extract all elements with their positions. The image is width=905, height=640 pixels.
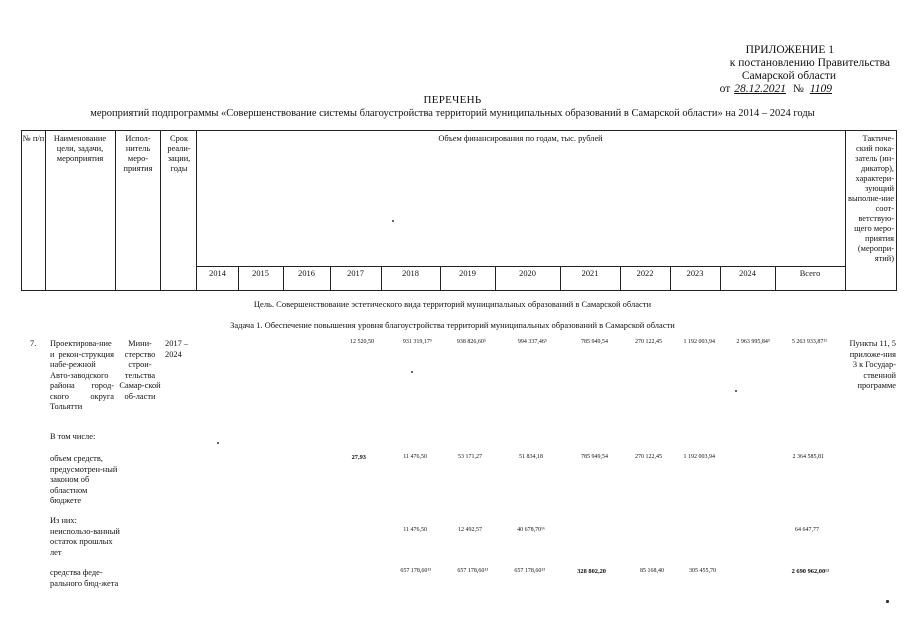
appendix-region: Самарской области — [741, 70, 836, 82]
federal-label: средства феде-рального бюд-жета — [50, 568, 119, 588]
divider — [196, 266, 845, 267]
header-num: № п/п — [22, 134, 45, 143]
year-2016: 2016 — [298, 269, 315, 278]
value-2024: 2 963 995,84⁵ — [736, 339, 770, 345]
year-2023: 2023 — [686, 269, 704, 278]
appendix-block — [700, 44, 890, 96]
federal-total: 2 690 962,00¹² — [791, 568, 829, 575]
regional-label: объем средств, предусмотрен-ный законом об областном бюджете — [50, 454, 118, 505]
decree-date: 28.12.2021 — [734, 83, 786, 95]
value-2020: 994 337,46⁵ — [517, 339, 547, 345]
scan-speck — [886, 600, 889, 603]
unused-total: 64 647,77 — [795, 527, 819, 533]
regional-2018: 11 476,50 — [403, 454, 427, 460]
year-2017: 2017 — [347, 269, 364, 278]
unused-2019: 12 492,57 — [458, 527, 482, 533]
including-label: В том числе: — [50, 432, 96, 441]
federal-2019: 657 178,60¹³ — [457, 568, 488, 574]
number-sign: № — [792, 83, 804, 95]
divider — [115, 130, 116, 291]
measure-name: Проектирова-ние и рекон-струкция набе-режной Авто-заводского района город-ского округа Тольятти — [50, 339, 114, 411]
unused-label: Из них: неиспользо-ванный остаток прошлых лет — [50, 516, 120, 557]
document-heading: ПЕРЕЧЕНЬ — [423, 94, 482, 106]
regional-2020: 51 834,18 — [519, 454, 543, 460]
row-number: 7. — [30, 339, 37, 348]
divider — [845, 130, 846, 291]
scan-speck — [735, 390, 737, 392]
appendix-title: ПРИЛОЖЕНИЕ 1 — [745, 44, 834, 56]
regional-2023: 1 192 003,94 — [683, 454, 715, 460]
header-term: Срок реали-зации, годы — [167, 134, 191, 173]
regional-2017: 27,93 — [351, 454, 366, 461]
value-2019: 938 826,60⁵ — [456, 339, 486, 345]
value-total: 5 263 933,87¹¹ — [791, 339, 827, 345]
federal-2021: 328 802,20 — [577, 568, 606, 575]
value-2017: 12 520,50 — [350, 339, 374, 345]
year-2022: 2022 — [636, 269, 654, 278]
goal-line: Цель. Совершенствование эстетического вида территорий муниципальных образований в Самарской области — [253, 299, 652, 309]
unused-2018: 11 476,50 — [403, 527, 427, 533]
header-indicator: Тактиче-ский пока-затель (ин-дикатор), характери-зующий выполне-ние соот-ветствую-щего меро-приятия (меропри-ятий) — [848, 134, 894, 263]
scan-speck — [411, 371, 413, 373]
executor: Мини-стерство строи-тельства Самар-ской об-ласти — [119, 339, 161, 401]
decree-number: 1109 — [809, 83, 832, 95]
year-2015: 2015 — [252, 269, 269, 278]
year-2019: 2019 — [459, 269, 476, 278]
year-2021: 2021 — [581, 269, 599, 278]
value-2018: 931 319,17⁵ — [402, 339, 432, 345]
federal-2020: 657 178,60¹³ — [514, 568, 545, 574]
year-2024: 2024 — [739, 269, 756, 278]
header-name: Наименование цели, задачи, мероприятия — [53, 134, 107, 163]
value-2023: 1 192 003,94 — [683, 339, 715, 345]
indicator: Пункты 11, 5 приложе-ния 3 к Государ-ственной программе — [849, 339, 896, 390]
regional-2019: 53 171,27 — [458, 454, 482, 460]
header-executor: Испол-нитель меро-приятия — [123, 134, 153, 173]
term: 2017 – 2024 — [165, 339, 189, 359]
year-2018: 2018 — [402, 269, 419, 278]
from-label: от — [719, 83, 731, 95]
scan-speck — [392, 220, 394, 222]
value-2022: 270 122,45 — [635, 339, 662, 345]
year-2020: 2020 — [519, 269, 536, 278]
scan-speck — [217, 442, 219, 444]
document-subtitle: мероприятий подпрограммы «Совершенствование системы благоустройства территорий муниципальных образований в Самарской области» на 2014 – 2024 годы — [90, 108, 815, 119]
federal-2023: 305 455,70 — [689, 568, 716, 574]
year-2014: 2014 — [209, 269, 226, 278]
unused-2020: 40 678,70¹⁶ — [517, 527, 545, 533]
task-line: Задача 1. Обеспечение повышения уровня благоустройства территорий муниципальных образований в Самарской области — [230, 320, 675, 330]
federal-2018: 657 178,60¹³ — [400, 568, 431, 574]
federal-2022: 85 168,40 — [640, 568, 664, 574]
regional-2021: 785 949,54 — [581, 454, 608, 460]
appendix-decree: к постановлению Правительства — [729, 57, 890, 69]
regional-2022: 270 122,45 — [635, 454, 662, 460]
divider — [45, 130, 46, 291]
header-financing: Объем финансирования по годам, тыс. рублей — [438, 134, 603, 143]
value-2021: 785 949,54 — [581, 339, 608, 345]
regional-total: 2 364 585,81 — [792, 454, 824, 460]
year-total: Всего — [799, 269, 821, 278]
divider — [160, 130, 161, 291]
